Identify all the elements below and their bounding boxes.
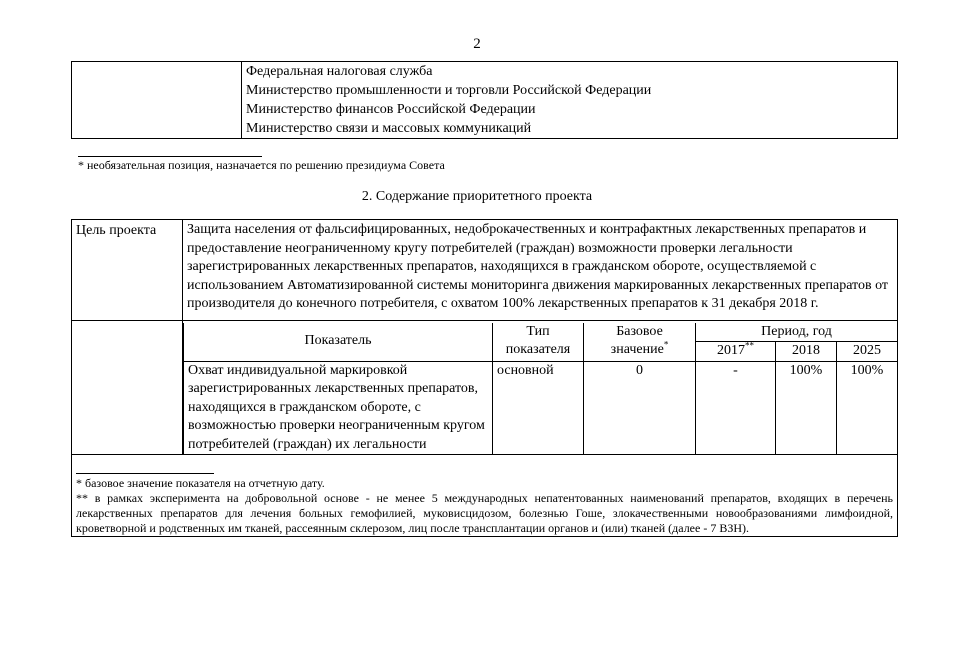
goal-row: [72, 220, 898, 321]
indicator-name: Охват индивидуальной маркировкой зарегистрированных лекарственных препаратов, находящихся в гражданском обороте, с возможностью проверки неограниченным кругом потребителей (граждан) их легальности: [184, 361, 493, 454]
header-year-2017-label: 2017: [717, 343, 745, 358]
footnote-optional-position: * необязательная позиция, назначается по решению президиума Совета: [78, 158, 445, 172]
indicator-base-value: 0: [584, 361, 696, 454]
header-period: Период, год: [696, 323, 898, 342]
project-content-table: [71, 219, 898, 537]
header-base-footnote-mark: *: [663, 339, 669, 350]
header-indicator: Показатель: [184, 323, 493, 362]
agencies-row: [72, 62, 898, 139]
header-base-value-label: Базовое значение: [610, 323, 664, 357]
indicator-value-2018: 100%: [776, 361, 837, 454]
indicators-blank-cell: [72, 320, 183, 455]
agencies-table: [71, 61, 898, 139]
footnote-divider: [78, 156, 262, 157]
indicators-header-row: [184, 323, 898, 342]
notes-row: [72, 455, 898, 537]
indicator-value-2025: 100%: [837, 361, 898, 454]
note-base-value: * базовое значение показателя на отчетную дату.: [76, 476, 325, 490]
agency-item: Министерство промышленности и торговли Российской Федерации: [246, 83, 652, 98]
notes-divider: [76, 473, 214, 474]
agency-item: Министерство финансов Российской Федерации: [246, 102, 536, 117]
indicators-table: [183, 323, 897, 455]
header-year-2018: 2018: [776, 342, 837, 362]
agency-item: Министерство связи и массовых коммуникаций: [246, 121, 532, 136]
section-heading: 2. Содержание приоритетного проекта: [361, 189, 593, 204]
agencies-list-cell: [242, 62, 898, 139]
page-number: 2: [473, 36, 481, 52]
agencies-blank-cell: [72, 62, 242, 139]
indicator-type: основной: [493, 361, 584, 454]
table-row: [184, 361, 898, 454]
notes-cell: [72, 455, 898, 537]
agency-item: Федеральная налоговая служба: [246, 64, 433, 79]
header-base-value: [584, 323, 696, 362]
header-year-2017-footnote-mark: **: [745, 340, 754, 351]
goal-label: Цель проекта: [72, 220, 183, 321]
indicators-row: [72, 320, 898, 455]
header-indicator-type: Тип показателя: [493, 323, 584, 362]
note-experiment: ** в рамках эксперимента на добровольной основе - не менее 5 международных непатентованных наименований препаратов, входящих в перечень лекарственных препаратов для лечения больных гемофилией, муковисцидозом, болезнью Гоше, злокачественными новообразованиями лимфоидной, кроветворной и родственных им тканей, рассеянным склерозом, лиц после трансплантации органов и (или) тканей (далее - 7 ВЗН).: [76, 491, 893, 535]
header-year-2017: [696, 342, 776, 362]
header-year-2025: 2025: [837, 342, 898, 362]
indicators-cell: [183, 320, 898, 455]
goal-text: Защита населения от фальсифицированных, недоброкачественных и контрафактных лекарственных препаратов и предоставление неограниченному кругу потребителей (граждан) возможности проверки легальности зарегистрированных лекарственных препаратов, находящихся в гражданском обороте, осуществляемой с использованием Автоматизированной системы мониторинга движения маркированных лекарственных препаратов от производителя до конечного потребителя, с охватом 100% лекарственных препаратов к 31 декабря 2018 г.: [183, 220, 898, 321]
indicator-value-2017: -: [696, 361, 776, 454]
